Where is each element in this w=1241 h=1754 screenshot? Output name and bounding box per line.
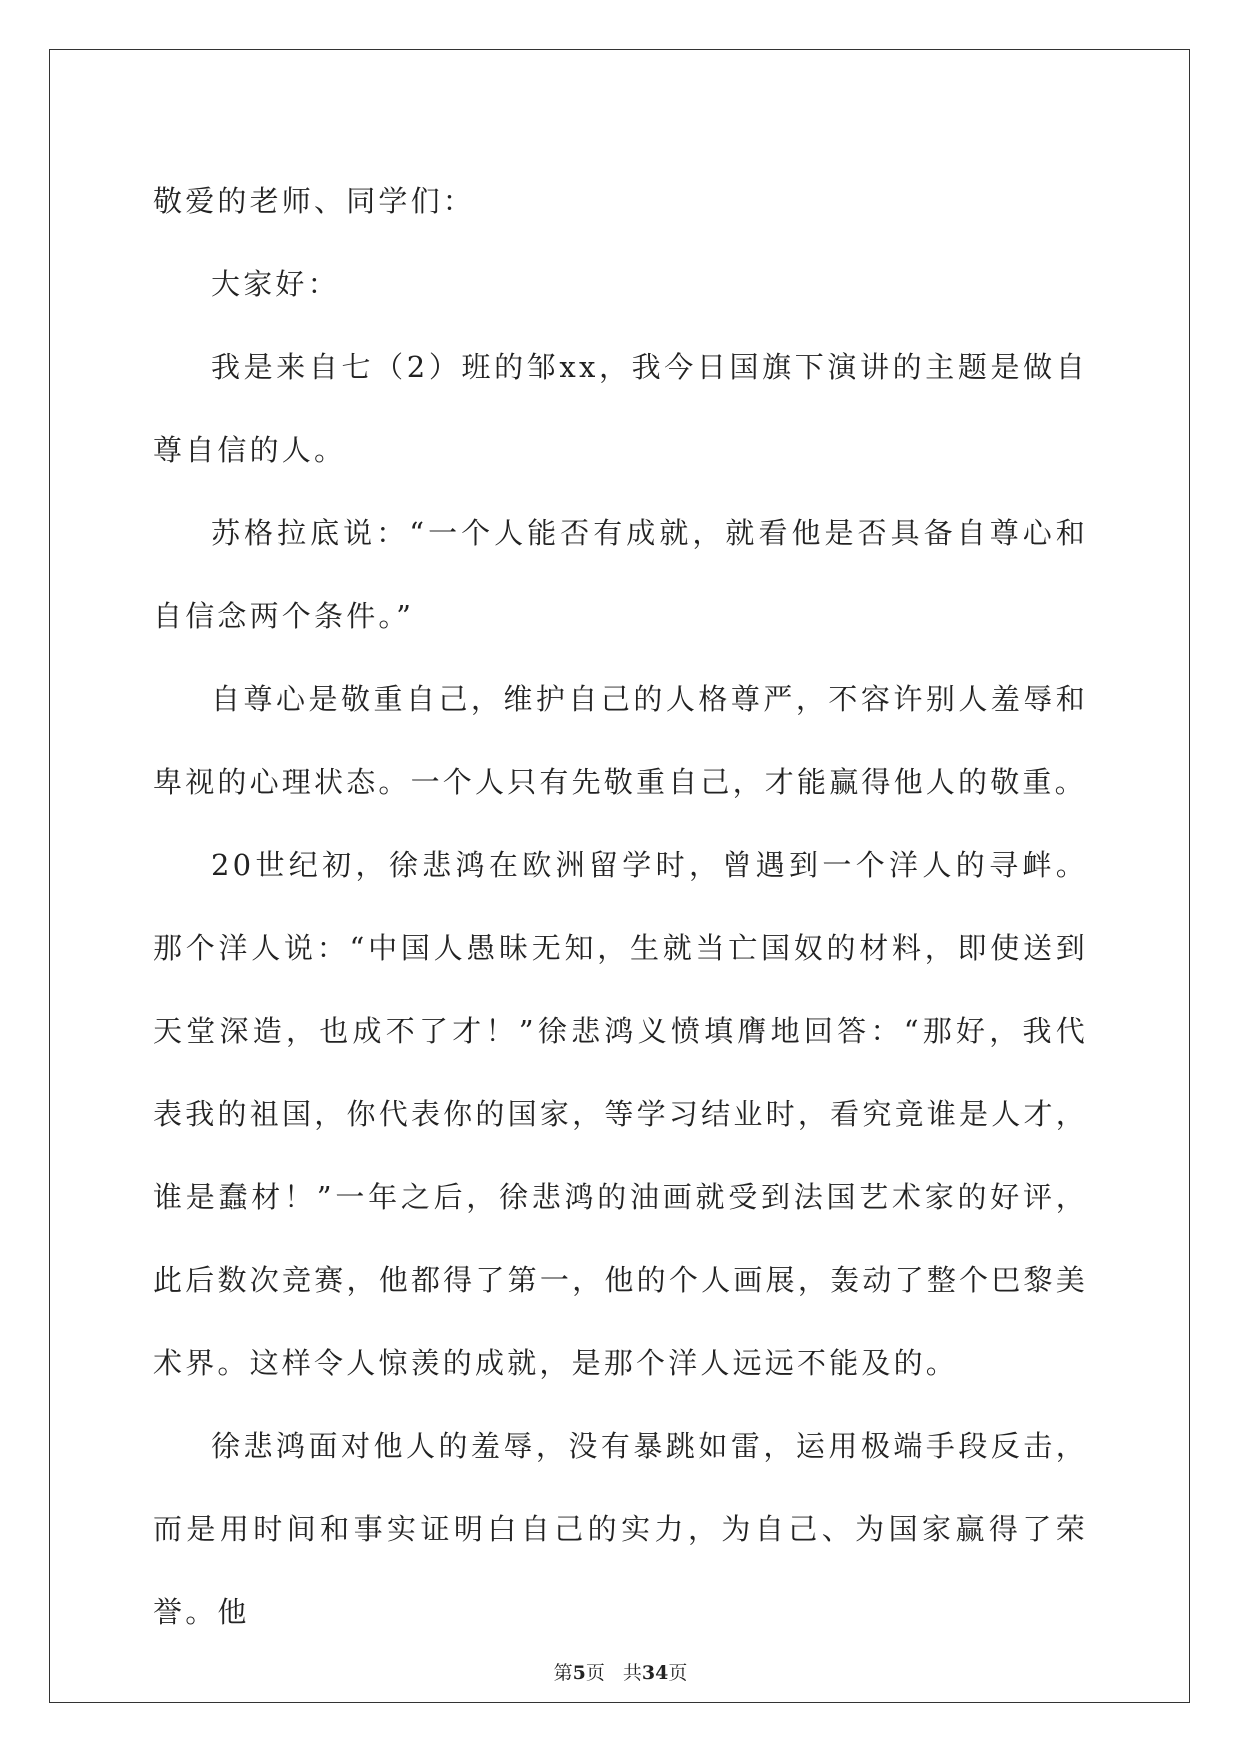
self-respect-paragraph: 自尊心是敬重自己，维护自己的人格尊严，不容许别人羞辱和卑视的心理状态。一个人只有先敬重自己，才能赢得他人的敬重。 [153,682,1088,799]
xu-beihong-story-paragraph: 20世纪初，徐悲鸿在欧洲留学时，曾遇到一个洋人的寻衅。那个洋人说：“中国人愚昧无知，生就当亡国奴的材料，即使送到天堂深造，也成不了才！”徐悲鸿义愤填膺地回答：“那好，我代表我的祖国，你代表你的国家，等学习结业时，看究竟谁是人才，谁是蠢材！”一年之后，徐悲鸿的油画就受到法国艺术家的好评，此后数次竞赛，他都得了第一，他的个人画展，轰动了整个巴黎美术界。这样令人惊羡的成就，是那个洋人远远不能及的。 [153,848,1088,1380]
page-current-number: 5 [572,1662,586,1684]
page-footer [0,1658,1241,1685]
page-total-number: 34 [641,1662,669,1684]
total-suffix: 页 [668,1662,688,1684]
greeting-paragraph: 大家好： [211,267,340,301]
salutation-paragraph: 敬爱的老师、同学们： [153,184,476,218]
page-suffix: 页 [585,1662,605,1684]
quote-paragraph: 苏格拉底说：“一个人能否有成就，就看他是否具备自尊心和自信念两个条件。” [153,516,1088,633]
document-body [153,160,1088,1654]
intro-paragraph: 我是来自七（2）班的邹xx，我今日国旗下演讲的主题是做自尊自信的人。 [153,350,1088,467]
total-prefix: 共 [622,1662,642,1684]
conclusion-paragraph: 徐悲鸿面对他人的羞辱，没有暴跳如雷，运用极端手段反击，而是用时间和事实证明白自己的实力，为自己、为国家赢得了荣誉。他 [153,1429,1088,1629]
page-prefix: 第 [553,1662,573,1684]
